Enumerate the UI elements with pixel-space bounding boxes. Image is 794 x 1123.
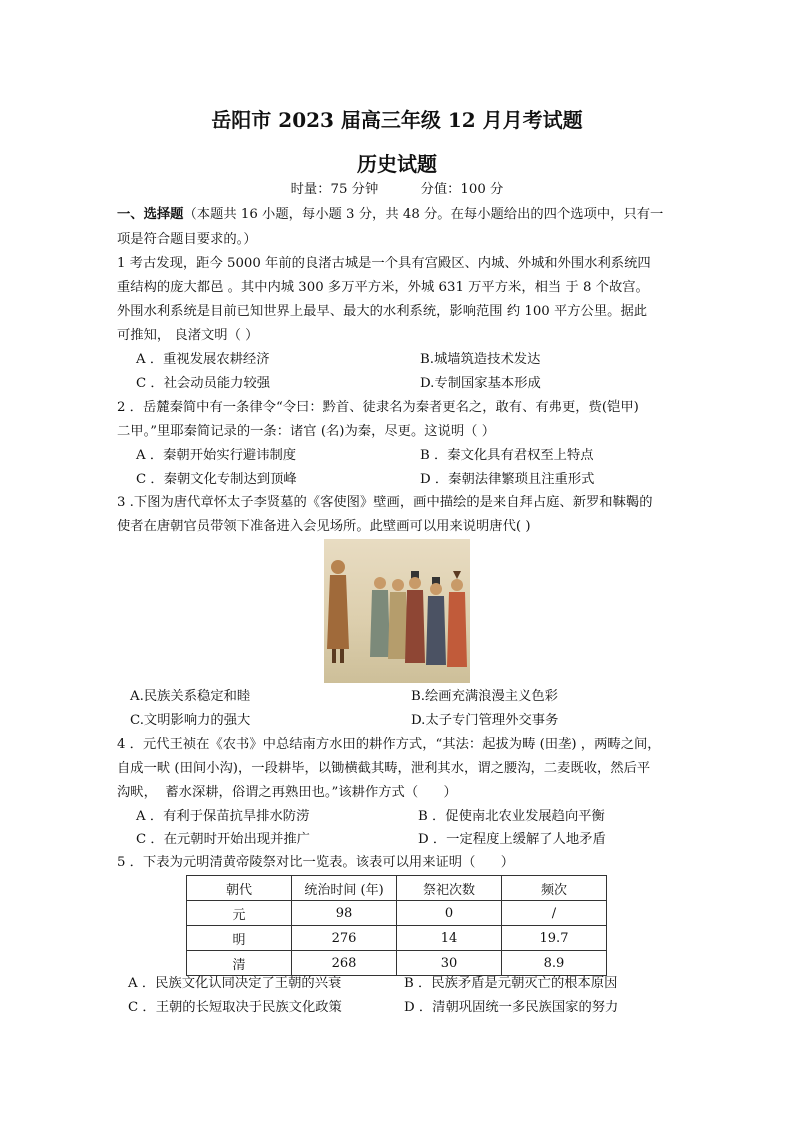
option-d[interactable]: D ．秦朝法律繁琐且注重形式 [420, 472, 595, 487]
table-row [187, 901, 607, 926]
dynasty-comparison-table [186, 875, 607, 976]
section-desc-line1: （本题共 16 小题，每小题 3 分，共 48 分。在每小题给出的四个选项中，只有一 [183, 207, 664, 222]
question-stem-line: 4 ．元代王祯在《农书》中总结南方水田的耕作方式，“其法：起拔为畴 (田垄) ，两畴之间， [117, 737, 661, 752]
option-b[interactable]: B ．促使南北农业发展趋向平衡 [418, 809, 605, 824]
option-c[interactable]: C ．在元朝时开始出现并推广 [136, 832, 310, 847]
table-cell: 明 [187, 926, 292, 951]
table-cell: 0 [397, 901, 502, 926]
table-cell: / [502, 901, 607, 926]
option-d[interactable]: D ．一定程度上缓解了人地矛盾 [418, 832, 606, 847]
table-row [187, 926, 607, 951]
option-b[interactable]: B.城墙筑造技术发达 [420, 352, 541, 367]
question-stem-line: 3 .下图为唐代章怀太子李贤墓的《客使图》壁画，画中描绘的是来自拜占庭、新罗和靺鞨的 [117, 495, 653, 510]
option-a[interactable]: A.民族关系稳定和睦 [130, 689, 251, 704]
question-stem-line: 2 ．岳麓秦简中有一条律令“令曰：黔首、徒隶名为秦者更名之，敢有、有弗更，赀(铠甲) [117, 400, 639, 415]
option-c[interactable]: C ．秦朝文化专制达到顶峰 [136, 472, 297, 487]
option-a[interactable]: A ．有利于保苗抗旱排水防涝 [136, 809, 310, 824]
table-cell: 元 [187, 901, 292, 926]
question-stem-line: 使者在唐朝官员带领下准备进入会见场所。此壁画可以用来说明唐代( ) [117, 519, 531, 534]
option-b[interactable]: B.绘画充满浪漫主义色彩 [411, 689, 558, 704]
option-c[interactable]: C ．王朝的长短取决于民族文化政策 [128, 1000, 342, 1015]
option-a[interactable]: A ．民族文化认同决定了王朝的兴衰 [128, 976, 342, 991]
table-cell: 30 [397, 951, 502, 976]
option-c[interactable]: C.文明影响力的强大 [130, 713, 251, 728]
section-instructions [117, 203, 663, 227]
option-a[interactable]: A ．重视发展农耕经济 [136, 352, 270, 367]
table-header-cell: 统治时间 (年) [292, 876, 397, 901]
exam-meta: 时量：75 分钟 分值：100 分 [290, 182, 504, 197]
table-cell: 19.7 [502, 926, 607, 951]
question-stem-line: 二甲。”里耶秦简记录的一条：诸官 (名)为秦，尽更。这说明（ ） [117, 424, 495, 439]
table-header-cell: 祭祀次数 [397, 876, 502, 901]
section-desc-line2: 项是符合题目要求的。） [117, 232, 257, 247]
table-cell: 清 [187, 951, 292, 976]
table-cell: 14 [397, 926, 502, 951]
section-heading: 一、选择题 [117, 207, 184, 222]
question-stem-line: 外围水利系统是目前已知世界上最早、最大的水利系统，影响范围 约 100 平方公里。据此 [117, 304, 648, 319]
option-c[interactable]: C ．社会动员能力较强 [136, 376, 271, 391]
table-header-row [187, 876, 607, 901]
table-cell: 98 [292, 901, 397, 926]
question-stem-line: 1 考古发现，距今 5000 年前的良渚古城是一个具有宫殿区、内城、外城和外围水利系统四 [117, 256, 651, 271]
option-d[interactable]: D ．清朝巩固统一多民族国家的努力 [404, 1000, 619, 1015]
option-b[interactable]: B ．秦文化具有君权至上特点 [420, 448, 594, 463]
question-stem-line: 沟畎， 蓄水深耕，俗谓之再熟田也。”该耕作方式（ ） [117, 785, 457, 800]
option-b[interactable]: B ．民族矛盾是元朝灭亡的根本原因 [404, 976, 618, 991]
table-header-cell: 朝代 [187, 876, 292, 901]
table-cell: 268 [292, 951, 397, 976]
option-d[interactable]: D.专制国家基本形成 [420, 376, 541, 391]
question-stem-line: 可推知， 良渚文明（ ） [117, 328, 259, 343]
mural-figures-illustration [324, 539, 470, 683]
table-header-cell: 频次 [502, 876, 607, 901]
question-stem-line: 重结构的庞大都邑 。其中内城 300 多万平方米，外城 631 万平方米，相当 于 8 个故宫。 [117, 280, 649, 295]
question-stem-line: 5 ．下表为元明清黄帝陵祭对比一览表。该表可以用来证明（ ） [117, 855, 515, 870]
question-stem-line: 自成一畎 (田间小沟)，一段耕毕，以锄横截其畴，泄利其水，谓之腰沟，二麦既收，然后平 [117, 761, 651, 776]
option-a[interactable]: A ．秦朝开始实行避讳制度 [136, 448, 297, 463]
option-d[interactable]: D.太子专门管理外交事务 [411, 713, 559, 728]
exam-title: 岳阳市 2023 届高三年级 12 月月考试题 [211, 108, 583, 132]
subject-title: 历史试题 [357, 152, 437, 176]
table-cell: 276 [292, 926, 397, 951]
table-cell: 8.9 [502, 951, 607, 976]
mural-image [324, 539, 470, 683]
